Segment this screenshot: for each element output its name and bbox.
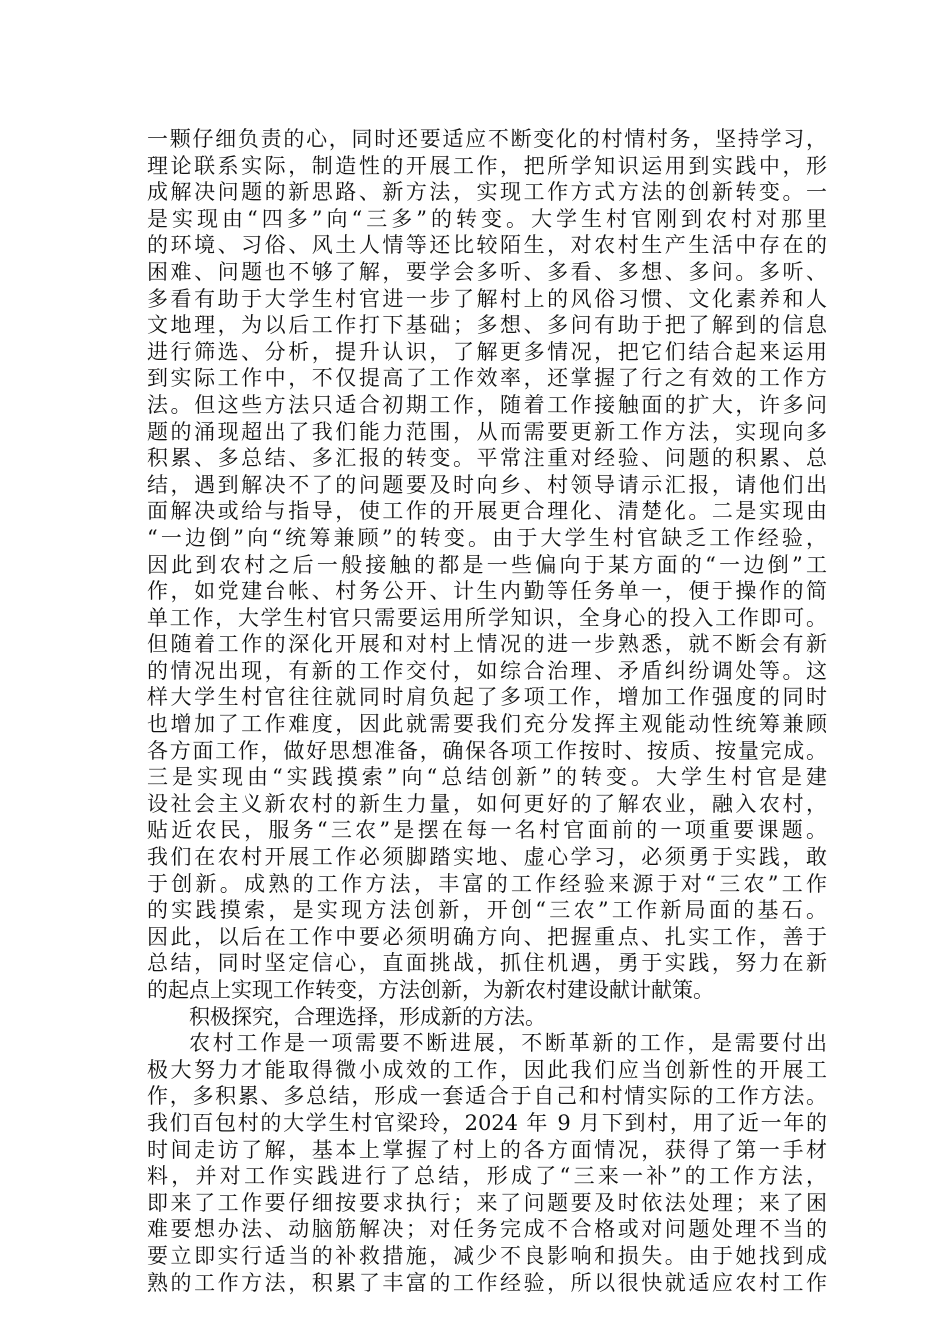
text-line: 农村工作是一项需要不断进展，不断革新的工作，是需要付出	[189, 1031, 827, 1056]
text-line: 各方面工作，做好思想准备，确保各项工作按时、按质、按量完成。	[147, 738, 827, 763]
text-line: 极大努力才能取得微小成效的工作，因此我们应当创新性的开展工	[147, 1057, 827, 1082]
text-line: 但随着工作的深化开展和对村上情况的进一步熟悉，就不断会有新	[147, 632, 827, 657]
text-line: 法。但这些方法只适合初期工作，随着工作接触面的扩大，许多问	[147, 392, 827, 417]
text-line: 熟的工作方法，积累了丰富的工作经验，所以很快就适应农村工作	[147, 1270, 827, 1295]
text-line: 也增加了工作难度，因此就需要我们充分发挥主观能动性统筹兼顾	[147, 712, 827, 737]
text-line: 的情况出现，有新的工作交付，如综合治理、矛盾纠纷调处等。这	[147, 658, 827, 683]
text-line: 文地理，为以后工作打下基础；多想、多问有助于把了解到的信息	[147, 313, 827, 338]
text-line: 进行筛选、分析，提升认识，了解更多情况，把它们结合起来运用	[147, 339, 827, 364]
text-line: 理论联系实际，制造性的开展工作，把所学知识运用到实践中，形	[147, 153, 827, 178]
text-line: 积累、多总结、多汇报的转变。平常注重对经验、问题的积累、总	[147, 446, 827, 471]
body-text	[147, 126, 827, 1296]
text-line: 于创新。成熟的工作方法，丰富的工作经验来源于对“三农”工作	[147, 871, 827, 896]
text-line: 因此，以后在工作中要必须明确方向、把握重点、扎实工作，善于	[147, 924, 827, 949]
text-line: 总结，同时坚定信心，直面挑战，抓住机遇，勇于实践，努力在新	[147, 951, 827, 976]
text-line: 积极探究，合理选择，形成新的方法。	[189, 1004, 546, 1029]
text-line: 料，并对工作实践进行了总结，形成了“三来一补”的工作方法，	[147, 1164, 827, 1189]
text-line: 我们在农村开展工作必须脚踏实地、虚心学习，必须勇于实践，敢	[147, 845, 827, 870]
text-line: 单工作，大学生村官只需要运用所学知识，全身心的投入工作即可。	[147, 605, 827, 630]
text-line: 贴近农民，服务“三农”是摆在每一名村官面前的一项重要课题。	[147, 818, 827, 843]
text-line: 的起点上实现工作转变，方法创新，为新农村建设献计献策。	[147, 978, 714, 1002]
text-line: 一颗仔细负责的心，同时还要适应不断变化的村情村务，坚持学习，	[147, 127, 827, 151]
text-line: 到实际工作中，不仅提高了工作效率，还掌握了行之有效的工作方	[147, 366, 827, 391]
text-line: 困难、问题也不够了解，要学会多听、多看、多想、多问。多听、	[147, 259, 827, 284]
text-line: 作，如党建台帐、村务公开、计生内勤等任务单一，便于操作的简	[147, 579, 827, 604]
text-line: 成解决问题的新思路、新方法，实现工作方式方法的创新转变。一	[147, 180, 827, 205]
text-line: 要立即实行适当的补救措施，减少不良影响和损失。由于她找到成	[147, 1243, 827, 1268]
text-line: 题的涌现超出了我们能力范围，从而需要更新工作方法，实现向多	[147, 419, 827, 444]
text-line: 我们百包村的大学生村官梁玲，2024 年 9 月下到村，用了近一年的	[147, 1110, 827, 1135]
text-line: 的实践摸索，是实现方法创新，开创“三农”工作新局面的基石。	[147, 898, 827, 923]
text-line: 是实现由“四多”向“三多”的转变。大学生村官刚到农村对那里	[147, 206, 827, 231]
text-line: 的环境、习俗、风土人情等还比较陌生，对农村生产生活中存在的	[147, 233, 827, 258]
text-line: 时间走访了解，基本上掌握了村上的各方面情况，获得了第一手材	[147, 1137, 827, 1162]
text-line: 难要想办法、动脑筋解决；对任务完成不合格或对问题处理不当的	[147, 1217, 827, 1242]
text-line: 样大学生村官往往就同时肩负起了多项工作，增加工作强度的同时	[147, 685, 827, 710]
text-line: 因此到农村之后一般接触的都是一些偏向于某方面的“一边倒”工	[147, 552, 827, 577]
text-line: 设社会主义新农村的新生力量，如何更好的了解农业，融入农村，	[147, 791, 827, 816]
text-line: 结，遇到解决不了的问题要及时向乡、村领导请示汇报，请他们出	[147, 472, 827, 497]
text-line: 三是实现由“实践摸索”向“总结创新”的转变。大学生村官是建	[147, 765, 827, 790]
text-line: 多看有助于大学生村官进一步了解村上的风俗习惯、文化素养和人	[147, 286, 827, 311]
text-line: “一边倒”向“统筹兼顾”的转变。由于大学生村官缺乏工作经验，	[147, 525, 827, 550]
text-line: 作，多积累、多总结，形成一套适合于自己和村情实际的工作方法。	[147, 1084, 827, 1109]
text-line: 即来了工作要仔细按要求执行；来了问题要及时依法处理；来了困	[147, 1190, 827, 1215]
text-line: 面解决或给与指导，使工作的开展更合理化、清楚化。二是实现由	[147, 499, 827, 524]
